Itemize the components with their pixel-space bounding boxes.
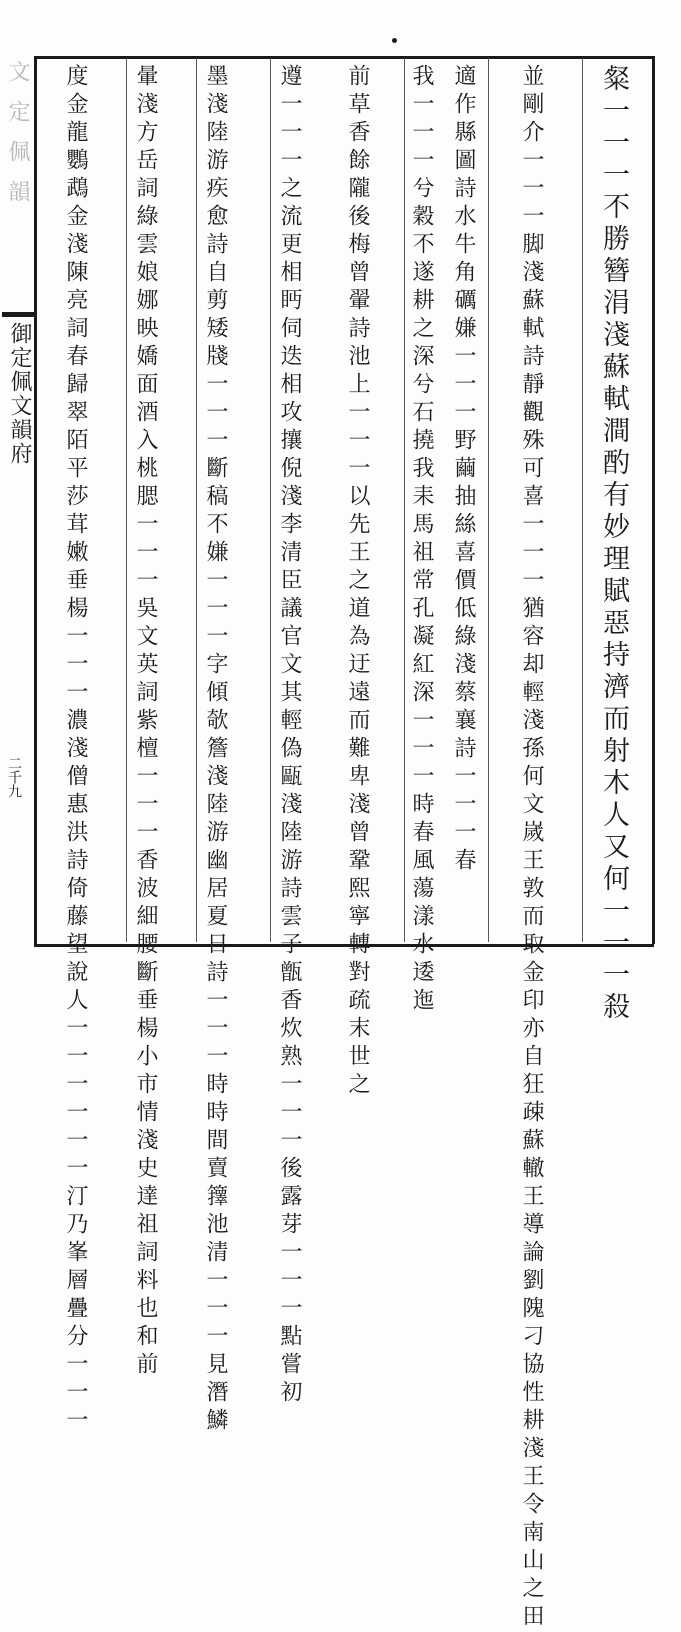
text-column: 遵一一一之流更相眄伺迭相攻攘倪淺李清臣議官文其輕偽甌淺陸游詩雲子甑香炊熟一一一後露芽一一一點嘗初 [277,64,302,1408]
column-separator [270,58,271,942]
column-separator [404,58,405,942]
margin-heading: 文定佩韻 [5,60,30,220]
text-column: 墨淺陸游疾愈詩自剪矮牋一一一斷稿不嫌一一一字傾欹簷淺陸游幽居夏日詩一一一時時間賣籜池清一一一見潛鱗 [203,64,228,1436]
column-separator [582,58,583,942]
text-column: 粲一一一不勝簪涓淺蘇軾澗酌有妙理賦惡持濟而射木人又何一一一殺 [598,64,629,1024]
frame-left-border [34,56,37,944]
text-column: 前草香餘隴後梅曾翬詩池上一一一以先王之道為迂遠而難卑淺曾鞏熙寧轉對疏末世之 [345,64,370,1100]
text-column: 並剛介一一一脚淺蘇軾詩靜觀殊可喜一一一猶容却輕淺孫何文嵗王敦而取金印亦自狂疎蘇轍王導論劉隗刁協性耕淺王令南山之田 [519,64,544,1632]
text-column: 度金龍鸚鵡金淺陳亮詞春歸翠陌平莎茸嫩垂楊一一一濃淺僧惠洪詩倚藤望說人一一一一一一汀乃峯層疊分一一一 [63,64,88,1436]
text-column: 適作縣圖詩水牛角礪嫌一一一野繭抽絲喜價低綠淺蔡襄詩一一一春 [451,64,476,876]
page-number: 二千九 [6,756,22,798]
column-separator [196,58,197,942]
text-column: 暈淺方岳詞綠雲娘娜映嬌面酒入桃腮一一一吳文英詞紫檀一一一香波細腰斷垂楊小市情淺史達祖詞料也和前 [133,64,158,1380]
text-column: 我一一一兮穀不遂耕之深兮石撓我耒馬祖常孔凝紅深一一一時春風蕩漾水逶迤 [409,64,434,1016]
column-separator [488,58,489,942]
column-separator [126,58,127,942]
margin-rule [2,312,34,317]
frame-right-border [652,56,655,944]
frame-bottom-border [34,944,654,947]
ink-dot [392,38,397,43]
frame-top-border [34,56,654,59]
book-title: 御定佩文韻府 [7,322,32,466]
